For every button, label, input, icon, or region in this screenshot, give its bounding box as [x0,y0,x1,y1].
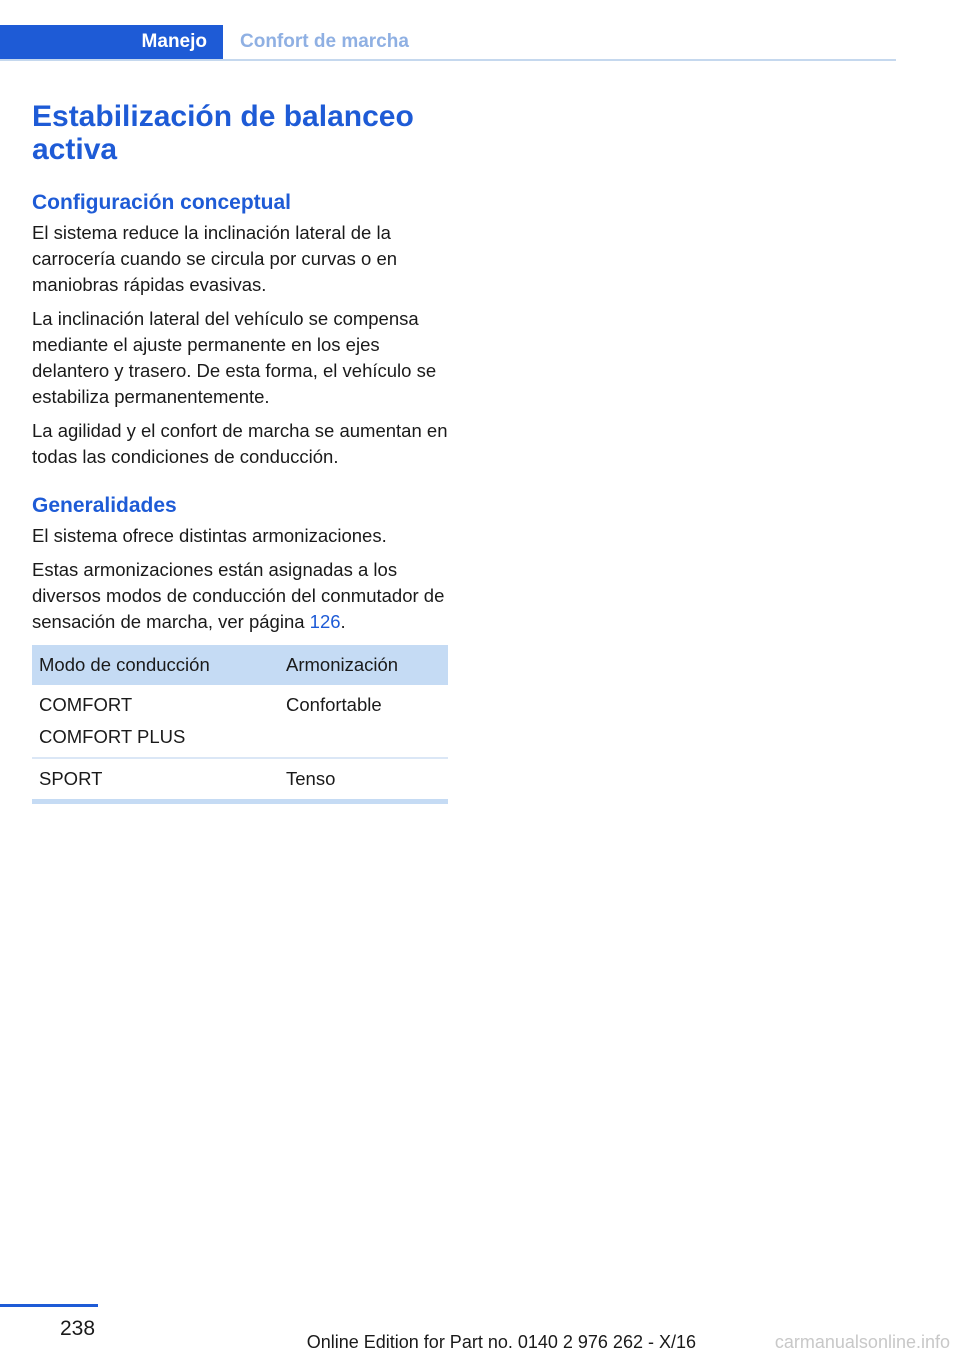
paragraph-text: Estas armonizaciones están asignadas a los diversos modos de conducción del conmutador de sensación de marcha, ver página [32,559,445,632]
section-heading-concept: Configuración conceptual [32,191,292,214]
page-reference-link[interactable]: 126 [309,611,341,632]
main-content [32,100,448,804]
tab-confort-de-marcha[interactable]: Confort de marcha [240,31,409,52]
paragraph: El sistema reduce la inclinación lateral de la carrocería cuando se circula por curvas o en maniobras rápidas evasivas. [32,222,398,295]
tab-manejo-label: Manejo [141,31,207,52]
paragraph: El sistema ofrece distintas armonizaciones. [32,525,387,546]
mode-name: SPORT [39,768,103,789]
mode-name: COMFORT [39,694,133,715]
page-number: 238 [60,1317,96,1340]
mode-name: COMFORT PLUS [39,726,186,747]
paragraph: La agilidad y el confort de marcha se aumentan en todas las condiciones de conducción. [32,420,448,467]
driving-mode-table [32,645,448,804]
table-cell-tuning: Confortable [279,685,448,758]
table-header-row [32,645,448,685]
tab-manejo[interactable] [0,25,223,61]
paragraph: La inclinación lateral del vehículo se compensa mediante el ajuste permanente en los ejes delantero y trasero. De esta forma, el vehículo se estabiliza permanentemente. [32,308,437,407]
page-header [0,25,896,61]
table-row [32,685,448,758]
footer-divider [0,1304,98,1307]
table-cell-mode [32,758,279,802]
page-title: Estabilización de balanceo activa [32,100,414,166]
page-reference-suffix: . [340,611,346,632]
paragraph-with-page-ref [32,557,448,635]
table-header-tuning: Armonización [279,645,448,685]
table-cell-mode [32,685,279,758]
table-header-mode: Modo de conducción [32,645,279,685]
section-heading-general: Generalidades [32,494,177,517]
watermark: carmanualsonline.info [774,1332,950,1352]
edition-note: Online Edition for Part no. 0140 2 976 262 - X/16 [306,1332,696,1352]
table-row [32,758,448,802]
table-cell-tuning: Tenso [279,758,448,802]
header-divider [0,59,896,61]
